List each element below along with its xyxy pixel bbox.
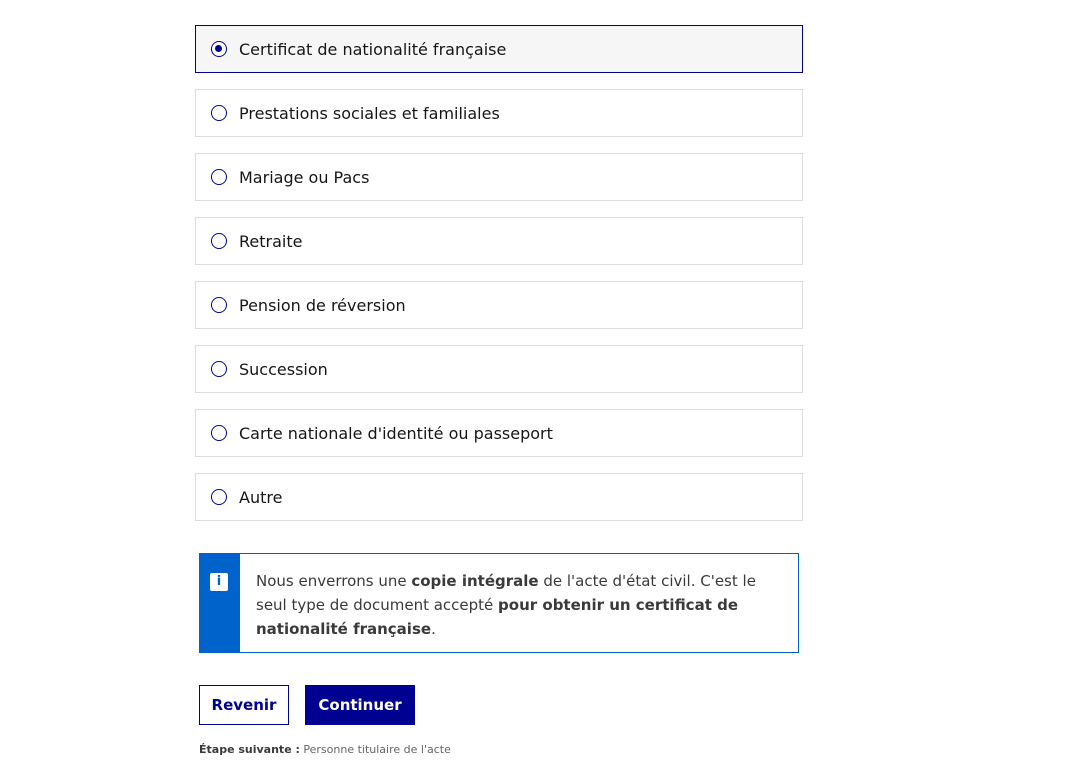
option-carte-identite-passeport[interactable] <box>195 409 803 457</box>
option-prestations-sociales[interactable] <box>195 89 803 137</box>
radio-selected-icon[interactable] <box>211 41 227 57</box>
option-label: Autre <box>239 487 283 507</box>
option-succession[interactable] <box>195 345 803 393</box>
next-step-label: Étape suivante : <box>199 743 300 756</box>
reason-radio-group <box>195 25 803 537</box>
option-label: Mariage ou Pacs <box>239 167 370 187</box>
notice-text-part: de l'acte d'état civil. C'est le seul type de document accepté <box>256 572 756 614</box>
option-label: Certificat de nationalité française <box>239 39 507 59</box>
option-mariage-pacs[interactable] <box>195 153 803 201</box>
notice-bold-part: pour obtenir un certificat de nationalité française <box>256 596 739 638</box>
next-step-value: Personne titulaire de l'acte <box>299 743 451 756</box>
info-notice <box>199 553 799 653</box>
radio-empty-icon[interactable] <box>211 425 227 441</box>
notice-text <box>240 554 798 652</box>
info-icon: i <box>210 573 228 591</box>
option-retraite[interactable] <box>195 217 803 265</box>
option-label: Pension de réversion <box>239 295 406 315</box>
notice-text-part: Nous enverrons une <box>256 572 412 590</box>
notice-bold-part: copie intégrale <box>411 572 539 590</box>
back-button[interactable]: Revenir <box>199 685 289 725</box>
radio-empty-icon[interactable] <box>211 297 227 313</box>
radio-empty-icon[interactable] <box>211 361 227 377</box>
next-step-hint <box>199 743 451 756</box>
continue-button[interactable]: Continuer <box>305 685 415 725</box>
radio-empty-icon[interactable] <box>211 233 227 249</box>
radio-empty-icon[interactable] <box>211 105 227 121</box>
notice-text-part: . <box>431 620 436 638</box>
option-autre[interactable] <box>195 473 803 521</box>
radio-empty-icon[interactable] <box>211 489 227 505</box>
option-pension-reversion[interactable] <box>195 281 803 329</box>
option-label: Retraite <box>239 231 303 251</box>
radio-empty-icon[interactable] <box>211 169 227 185</box>
option-label: Succession <box>239 359 328 379</box>
notice-accent-bar <box>200 554 240 652</box>
option-label: Carte nationale d'identité ou passeport <box>239 423 553 443</box>
option-label: Prestations sociales et familiales <box>239 103 500 123</box>
option-certificat-nationalite[interactable] <box>195 25 803 73</box>
